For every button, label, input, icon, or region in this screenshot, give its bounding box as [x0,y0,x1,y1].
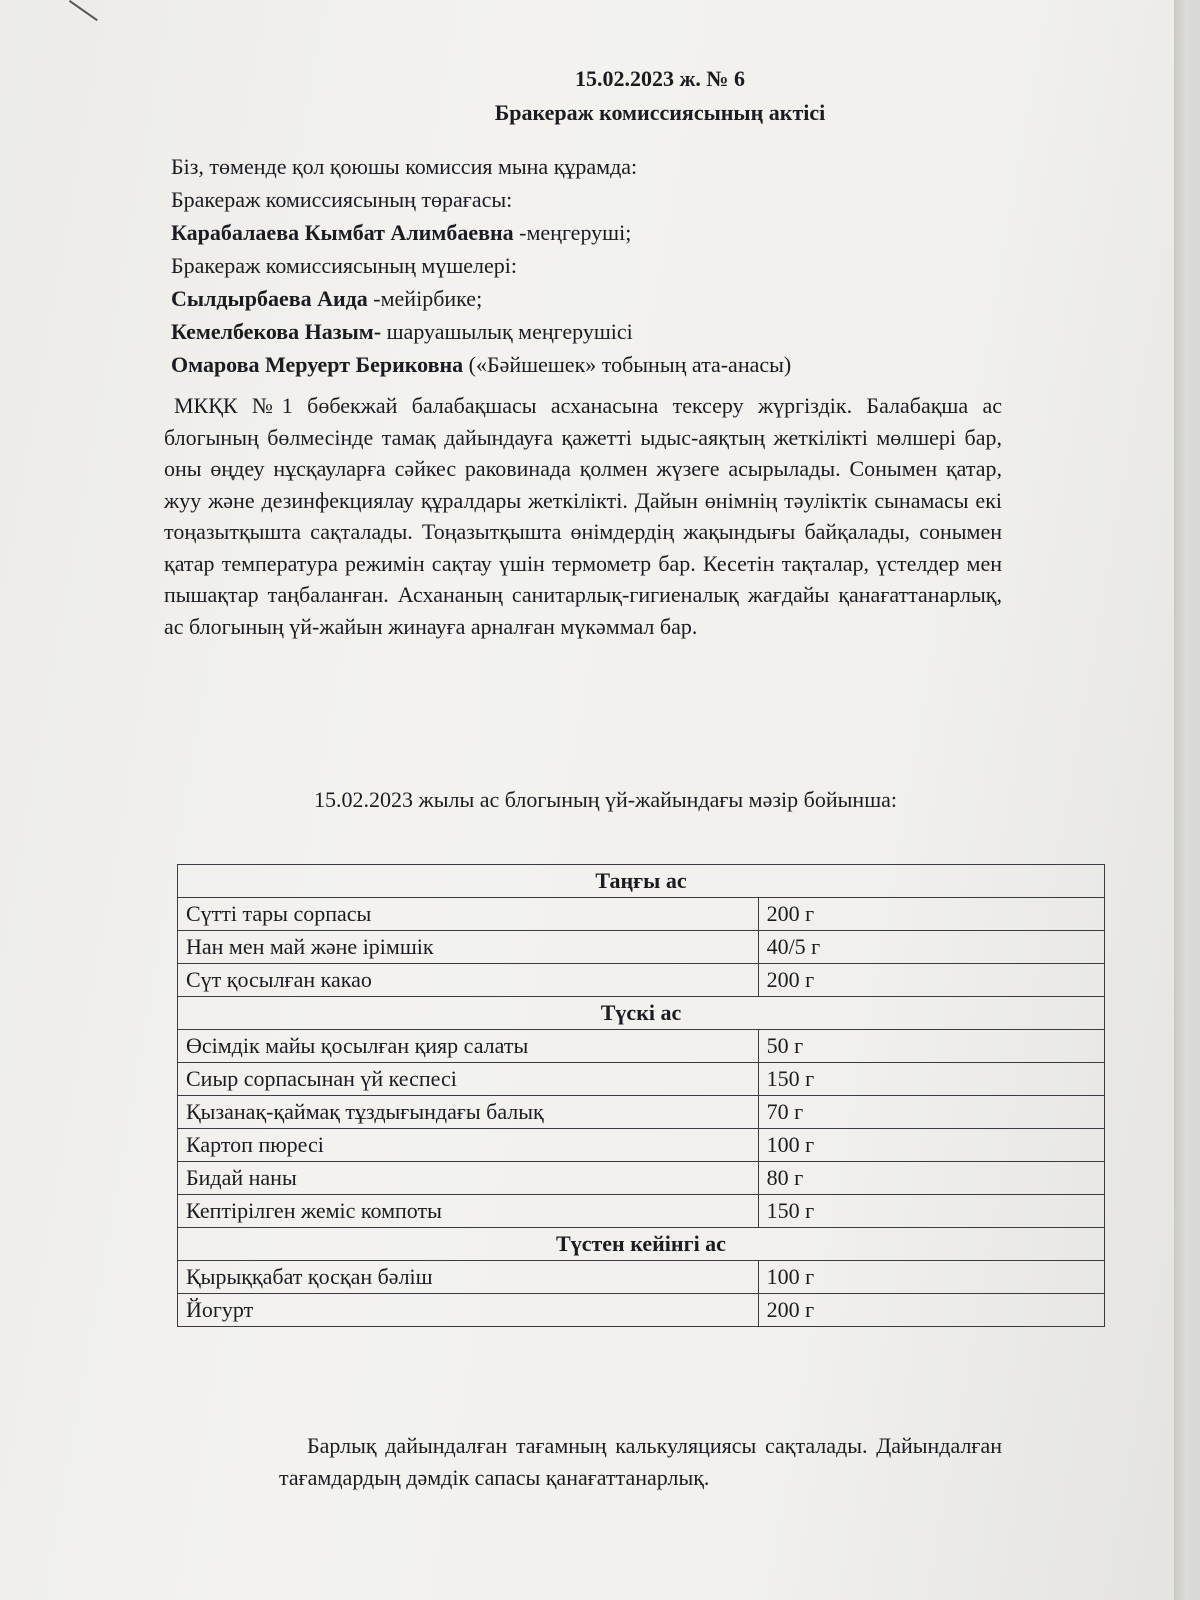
dish-name: Картоп пюресі [178,1129,759,1162]
table-row [178,1096,1105,1129]
member-row [171,348,1001,381]
section-row [178,1228,1105,1261]
table-row [178,898,1105,931]
section-lunch-title: Түскі ас [178,997,1105,1030]
dish-amount: 150 г [758,1063,1104,1096]
inspection-paragraph: МКҚК №1 бөбекжай балабақшасы асханасына тексеру жүргіздік. Балабақша ас блогының бөлмесінде тамақ дайындауға қажетті ыдыс-аяқтың жеткілікті мөлшері бар, оны өңдеу нұсқауларға сәйкес раковинада қолмен жүзеге асырылады. Сонымен қатар, жуу және дезинфекциялау құралдары жеткілікті. Дайын өнімнің тәуліктік сынамасы екі тоңазытқышта сақталады. Тоңазытқышта өнімдердің жақындығы байқалады, сонымен қатар температура режимін сақтау үшін термометр бар. Кесетін тақталар, үстелдер мен пышақтар таңбаланған. Асхананың санитарлық-гигиеналық жағдайы қанағаттанарлық, ас блогының үй-жайын жинауға арналған мүкәммал бар. [164,393,1002,639]
table-row [178,1195,1105,1228]
section-row [178,865,1105,898]
dish-name: Сиыр сорпасынан үй кеспесі [178,1063,759,1096]
dish-name: Нан мен май және ірімшік [178,931,759,964]
dish-amount: 100 г [758,1261,1104,1294]
table-row [178,1261,1105,1294]
act-title: Бракераж комиссиясының актісі [494,100,826,125]
menu-table [177,864,1105,1327]
dish-amount: 200 г [758,964,1104,997]
chair-role: -меңгеруші; [513,220,632,245]
dish-name: Қызанақ-қаймақ тұздығындағы балық [178,1096,759,1129]
dish-amount: 150 г [758,1195,1104,1228]
menu-intro [282,784,1002,815]
table-row [178,1030,1105,1063]
closing-statement [279,1430,1002,1494]
dish-name: Бидай наны [178,1162,759,1195]
member-name: Омарова Меруерт Бериковна [171,352,464,377]
table-row [178,1129,1105,1162]
pen-scratch-mark [69,0,98,21]
commission-composition [171,150,1001,381]
act-date-number: 15.02.2023 ж. № 6 [574,66,746,91]
dish-name: Қырыққабат қосқан бәліш [178,1261,759,1294]
dish-name: Сүт қосылған какао [178,964,759,997]
member-role: -мейірбике; [367,286,483,311]
dish-name: Кептірілген жеміс компоты [178,1195,759,1228]
dish-name: Сүтті тары сорпасы [178,898,759,931]
closing-text: Барлық дайындалған тағамның калькуляциясы сақталады. Дайындалған тағамдардың дәмдік сапасы қанағаттанарлық. [279,1433,1002,1490]
member-row [171,282,1001,315]
section-breakfast-title: Таңғы ас [178,865,1105,898]
dish-name: Өсімдік майы қосылған қияр салаты [178,1030,759,1063]
member-role: («Бәйшешек» тобының ата-анасы) [463,352,792,377]
section-snack-title: Түстен кейінгі ас [178,1228,1105,1261]
intro-line: Біз, төменде қол қоюшы комиссия мына құрамда: [171,154,638,179]
page-edge [1174,0,1188,1600]
table-row [178,1294,1105,1327]
dish-amount: 40/5 г [758,931,1104,964]
member-role: шаруашылық меңгерушісі [381,319,633,344]
dish-name: Йогурт [178,1294,759,1327]
member-row [171,315,1001,348]
members-label: Бракераж комиссиясының мүшелері: [171,253,518,278]
chair-label: Бракераж комиссиясының төрағасы: [171,187,513,212]
member-name: Сылдырбаева Аида [171,286,368,311]
chair-name: Карабалаева Кымбат Алимбаевна [171,220,514,245]
dish-amount: 80 г [758,1162,1104,1195]
dish-amount: 50 г [758,1030,1104,1063]
dish-amount: 70 г [758,1096,1104,1129]
dish-amount: 100 г [758,1129,1104,1162]
table-row [178,1063,1105,1096]
chair-row [171,216,1001,249]
section-row [178,997,1105,1030]
table-row [178,964,1105,997]
menu-intro-text: 15.02.2023 жылы ас блогының үй-жайындағы мәзір бойынша: [314,787,898,812]
dish-amount: 200 г [758,1294,1104,1327]
member-name: Кемелбекова Назым- [171,319,382,344]
dish-amount: 200 г [758,898,1104,931]
table-row [178,1162,1105,1195]
inspection-text [164,390,1002,642]
table-row [178,931,1105,964]
